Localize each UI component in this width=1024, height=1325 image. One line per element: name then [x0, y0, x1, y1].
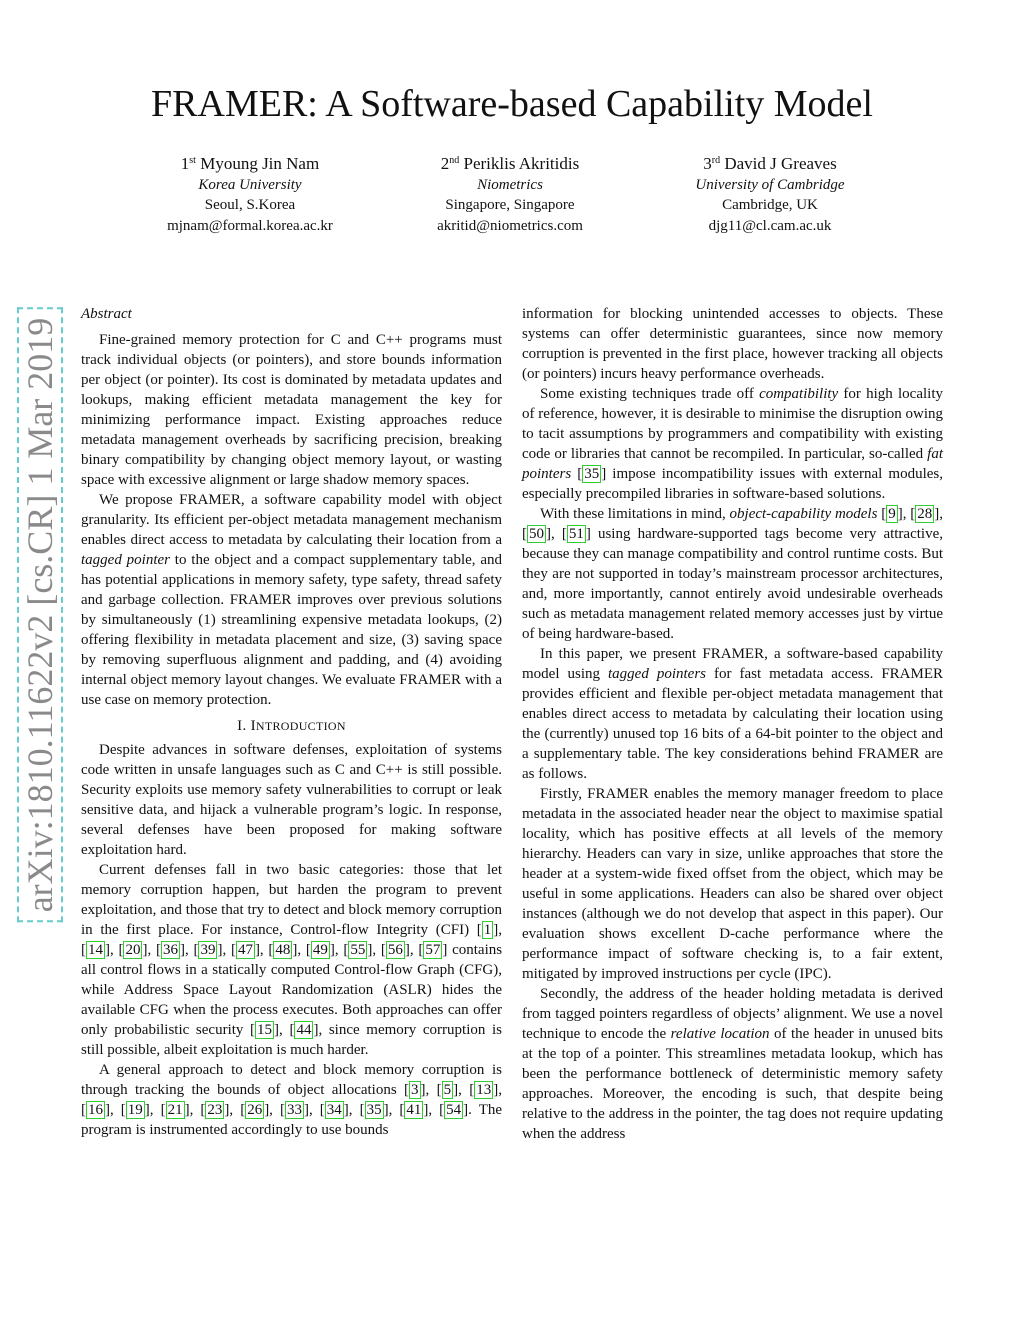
author-email[interactable]: mjnam@formal.korea.ac.kr: [167, 217, 333, 234]
abstract-paragraph: Fine-grained memory protection for C and C++ programs must track individual objects (or pointers), and store bounds information per object (or pointer). Its cost is dominated by metadata updates and lookups, making efficient metadata management the key for minimizing performance impact. Existing approaches reduce metadata management overheads by sacrificing precision, breaking binary compatibility by changing object memory layout, or wasting space with excessive alignment or large shadow memory spaces.: [81, 332, 502, 488]
citation-link[interactable]: 41: [406, 1102, 422, 1118]
abstract-paragraph: We propose FRAMER, a software capability model with object granularity. Its efficient per-object metadata management mechanism enables direct access to metadata by calculating their location from a tagged pointer to the object and a compact supplementary table, and has potential applications in memory safety, type safety, thread safety and garbage collection. FRAMER improves over previous solutions by simultaneously (1) streamlining expensive metadata lookups, (2) offering flexibility in metadata placement and size, (3) saving space by removing superfluous alignment and padding, and (4) avoiding internal object memory layout changes. We evaluate FRAMER with a use case on memory protection.: [81, 492, 502, 708]
body-paragraph: Some existing techniques trade off compatibility for high locality of reference, however, it is desirable to minimise the disruption owing to tacit assumptions by programmers and compatibility with existing code or libraries that cannot be recompiled. In particular, so-called fat pointers [ 35 ] impose incompatibility issues with external modules, especially precompiled libraries in software-based solutions.: [522, 386, 943, 502]
citation-link[interactable]: 15: [257, 1022, 273, 1038]
author-location: Singapore, Singapore: [445, 197, 575, 213]
citation-link[interactable]: 35: [366, 1102, 382, 1118]
author-name: 1st Myoung Jin Nam: [180, 154, 320, 173]
citation-link[interactable]: 16: [88, 1102, 103, 1118]
citation-link[interactable]: 49: [312, 942, 328, 958]
citation-link[interactable]: 26: [247, 1102, 263, 1118]
citation-link[interactable]: 9: [888, 506, 896, 522]
citation-group: [ 15 ], [ 44 ]: [250, 1022, 319, 1038]
citation-group: [ 1 ], [ 14 ], [ 20 ], [ 36 ], [ 39 ], [ 47 ], [ 48 ], [ 49 ], [ 55 ], [ 56 ], [ 57 ]: [81, 922, 502, 958]
author-3: [640, 154, 900, 236]
body-paragraph: Secondly, the address of the header holding metadata is derived from tagged pointers regardless of objects’ alignment. We use a novel technique to encode the relative location of the header in unused bits at the top of a pointer. This streamlines metadata lookup, which has been the performance bottleneck of deterministic memory safety approaches. Moreover, the encoding is such, that despite being relative to the address in the pointer, the tag does not require updating when the address: [522, 986, 943, 1142]
citation-link[interactable]: 34: [326, 1102, 342, 1118]
citation-link[interactable]: 28: [917, 506, 933, 522]
author-block: [120, 154, 900, 236]
citation-link[interactable]: 5: [443, 1082, 452, 1098]
citation-link[interactable]: 3: [411, 1082, 419, 1098]
arxiv-sidebar: [18, 317, 62, 912]
citation-link[interactable]: 50: [529, 526, 544, 542]
citation-link[interactable]: 20: [125, 942, 141, 958]
citation-link[interactable]: 33: [286, 1102, 302, 1118]
author-2: [380, 154, 640, 236]
body-paragraph: With these limitations in mind, object-capability models [ 9 ], [ 28 ], [ 50 ], [ 51 ] using hardware-supported tags become very attractive, because they can manage compatibility and control runtime costs. But they are not supported in today’s mainstream processor architectures, and, more importantly, cannot entirely avoid undesirable overheads such as metadata management related memory accesses just by virtue of being hardware-based.: [522, 506, 943, 642]
author-affiliation: Niometrics: [477, 176, 543, 193]
left-column: [81, 304, 502, 1140]
right-column: [522, 304, 943, 1144]
body-paragraph: Current defenses fall in two basic categories: those that let memory corruption happen, but harden the program to prevent exploitation, and those that try to detect and block memory corruption in the first place. For instance, Control-flow Integrity (CFI) [ 1 ], [ 14 ], [ 20 ], [ 36 ], [ 39 ], [ 47 ], [ 48 ], [ 49 ], [ 55 ], [ 56 ], [ 57 ] contains all control flows in a statically computed Control-flow Graph (CFG), while Address Space Layout Randomization (ASLR) hides the available CFG when the process executes. Both approaches can offer only probabilistic security [ 15 ], [ 44 ], since memory corruption is still possible, albeit exploitation is much harder.: [81, 862, 503, 1058]
citation-link[interactable]: 51: [568, 526, 584, 542]
citation-link[interactable]: 21: [167, 1102, 183, 1118]
body-paragraph: Despite advances in software defenses, exploitation of systems code written in unsafe languages such as C and C++ is still possible. Security exploits use memory safety vulnerabilities to corrupt or leak sensitive data, and hijack a vulnerable program’s logic. In response, several defenses have been proposed for making software exploitation hard.: [81, 742, 502, 858]
citation-link[interactable]: 36: [162, 942, 178, 958]
body-paragraph: information for blocking unintended accesses to objects. These systems can offer deterministic guarantees, since now memory corruption is prevented in the first place, however tracking all objects (or pointers) incurs heavy performance overheads.: [522, 306, 943, 382]
arxiv-id[interactable]: arXiv:1810.11622v2 [cs.CR] 1 Mar 2019: [17, 307, 63, 922]
citation-link[interactable]: 48: [275, 942, 291, 958]
author-name: 2nd Periklis Akritidis: [440, 154, 580, 173]
body-paragraph: A general approach to detect and block memory corruption is through tracking the bounds of object allocations [ 3 ], [ 5 ], [ 13 ], [ 16 ], [ 19 ], [ 21 ], [ 23 ], [ 26 ], [ 33 ], [ 34 ], [ 35 ], [ 41 ], [ 54 ]. The program is instrumented accordingly to use bounds: [81, 1062, 503, 1138]
citation-link[interactable]: 14: [88, 942, 103, 958]
citation-link[interactable]: 44: [296, 1022, 312, 1038]
citation-link[interactable]: 56: [387, 942, 403, 958]
author-1: [120, 154, 380, 236]
author-name: 3rd David J Greaves: [703, 154, 837, 173]
citation-link[interactable]: 1: [483, 922, 492, 938]
author-email[interactable]: djg11@cl.cam.ac.uk: [708, 217, 832, 234]
paper-title: FRAMER: A Software-based Capability Model: [151, 83, 873, 125]
author-location: Seoul, S.Korea: [204, 197, 296, 213]
section-heading-introduction: I. INTRODUCTION: [237, 718, 346, 734]
author-affiliation: Korea University: [198, 176, 302, 193]
citation-link[interactable]: 13: [476, 1082, 492, 1098]
citation-link[interactable]: 57: [425, 942, 441, 958]
citation-link[interactable]: 54: [446, 1102, 462, 1118]
author-affiliation: University of Cambridge: [695, 176, 845, 193]
citation-link[interactable]: 39: [200, 942, 216, 958]
citation-link[interactable]: 47: [237, 942, 253, 958]
author-email[interactable]: akritid@niometrics.com: [437, 217, 583, 234]
citation-group: [ 9 ], [ 28 ], [ 50 ], [ 51 ]: [522, 506, 943, 542]
citation-link[interactable]: 35: [584, 466, 600, 482]
body-paragraph: Firstly, FRAMER enables the memory manager freedom to place metadata in the associated header near the object to maximise spatial locality, which has positive effects at all levels of the memory hierarchy. Headers can vary in size, unlike approaches that store the header at a system-wide fixed offset from the object, which may be useful in some applications. Headers can also be shared over object instances (although we do not develop that aspect in this paper). Our evaluation shows excellent D-cache performance where the performance impact of software checking is, to a fair extent, mitigated by improved instructions per cycle (IPC).: [522, 786, 943, 982]
abstract-heading: Abstract: [81, 306, 132, 322]
citation-link[interactable]: 19: [127, 1102, 143, 1118]
author-location: Cambridge, UK: [722, 197, 818, 213]
citation-link[interactable]: 23: [207, 1102, 223, 1118]
body-paragraph: In this paper, we present FRAMER, a software-based capability model using tagged pointers for fast metadata access. FRAMER provides efficient and flexible per-object metadata management that enables direct access to metadata by calculating their location using the (currently) unused top 16 bits of a 64-bit pointer to the object and a supplementary table. The key considerations behind FRAMER are as follows.: [522, 646, 944, 782]
citation-link[interactable]: 55: [350, 942, 366, 958]
citation-group: [ 3 ], [ 5 ], [ 13 ], [ 16 ], [ 19 ], [ 21 ], [ 23 ], [ 26 ], [ 33 ], [ 34 ], [ 35 ], [ 41 ], [ 54 ]: [81, 1082, 503, 1118]
